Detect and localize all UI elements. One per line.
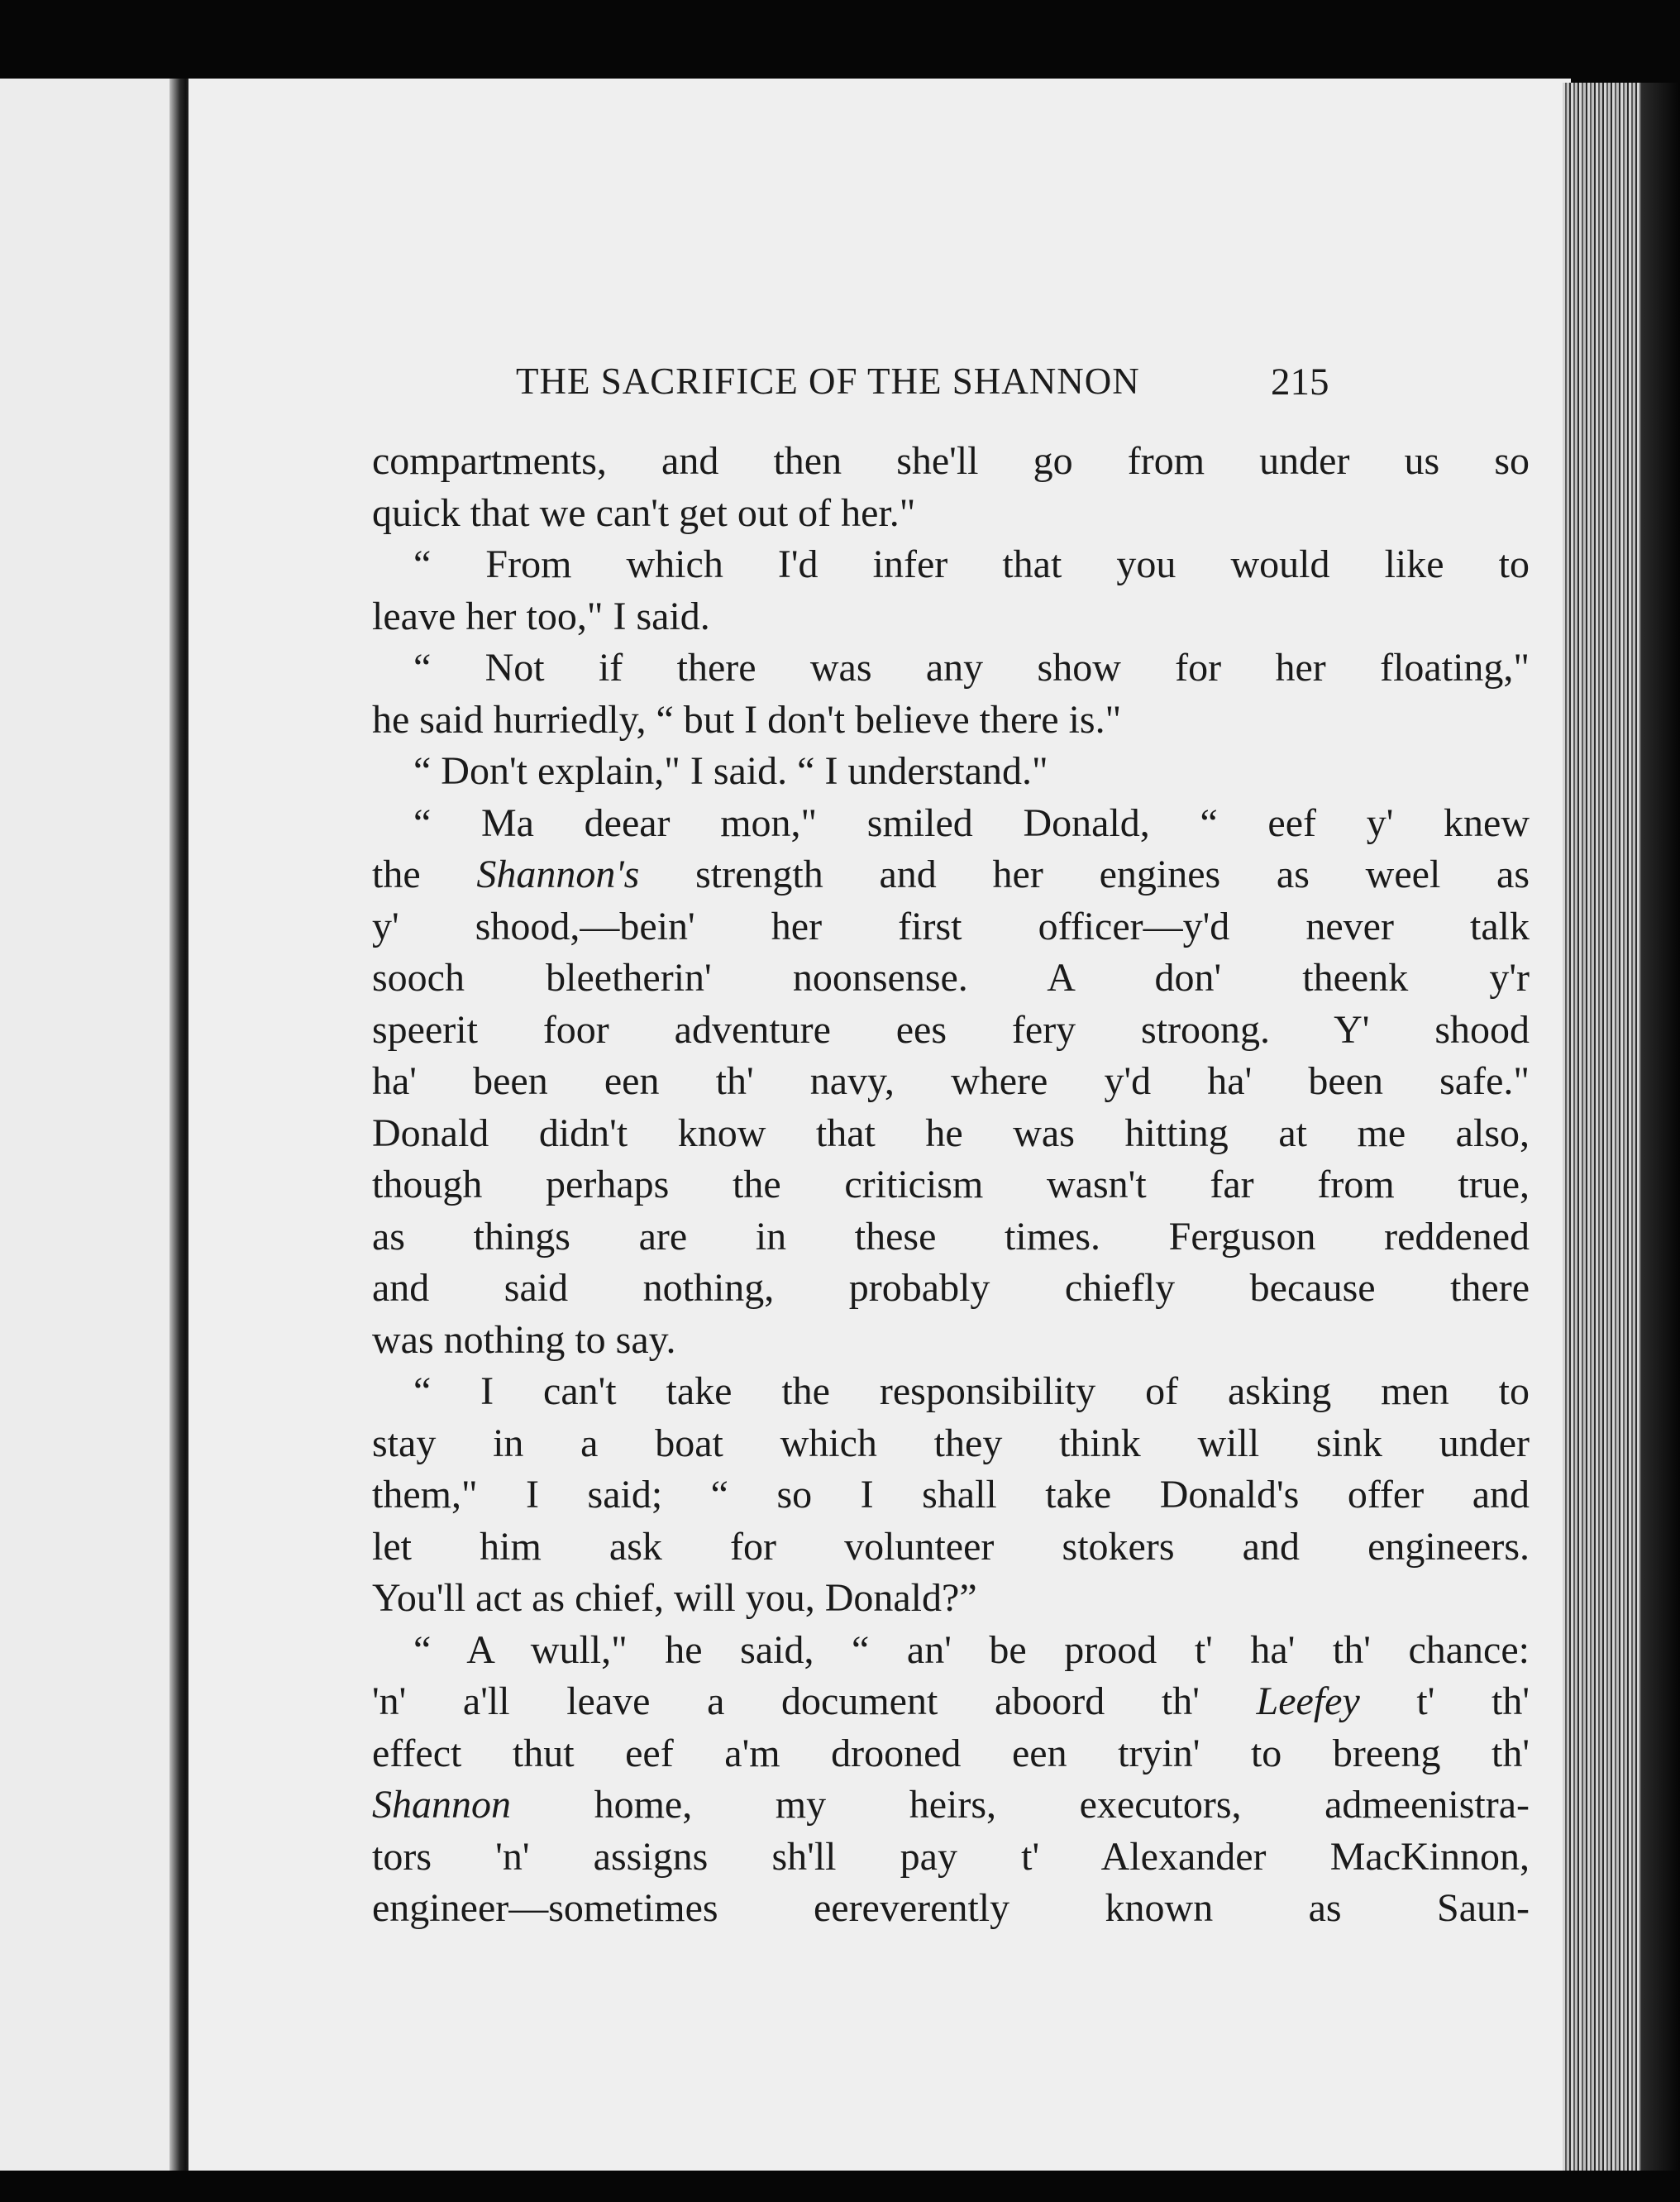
facing-page [0, 79, 186, 2171]
text-line [372, 901, 1530, 953]
running-title: THE SACRIFICE OF THE SHANNON [516, 361, 1140, 402]
page-number: 215 [1271, 361, 1329, 404]
text-line [372, 1211, 1530, 1263]
page-header [189, 360, 1571, 418]
italic-text: Shannon's [476, 853, 640, 896]
text-line [372, 1418, 1530, 1470]
text-line [372, 436, 1530, 488]
text-line [372, 1676, 1530, 1728]
text-segment: quick that we can't get out of her." [372, 490, 916, 535]
text-line [372, 695, 1530, 747]
text-line [372, 488, 1530, 540]
text-segment: them," I said; “ so I shall take Donald's offer and [372, 1473, 1530, 1517]
text-line [372, 539, 1530, 591]
text-segment: “ Ma deear mon," smiled Donald, “ eef y' knew [413, 800, 1530, 845]
text-line [372, 1366, 1530, 1418]
text-segment: 'n' a'll leave a document aboord th' [372, 1679, 1257, 1723]
text-segment: leave her too," I said. [372, 594, 710, 638]
text-line [372, 1108, 1530, 1160]
text-line [372, 1883, 1530, 1935]
text-line [372, 849, 1530, 901]
text-segment: engineer—sometimes eereverently known as Saun- [372, 1886, 1530, 1930]
page-edges [1563, 83, 1645, 2171]
text-segment: “ A wull," he said, “ an' be prood t' ha' th' chance: [413, 1627, 1530, 1672]
text-line [372, 953, 1530, 1005]
text-line [372, 1625, 1530, 1677]
text-line [372, 591, 1530, 643]
text-line [372, 642, 1530, 695]
text-line [372, 1779, 1530, 1832]
text-segment: sooch bleetherin' noonsense. A don' theenk y'r [372, 956, 1530, 1000]
italic-text: Leefey [1256, 1679, 1360, 1723]
text-line [372, 798, 1530, 850]
text-line [372, 1832, 1530, 1884]
text-segment: he said hurriedly, “ but I don't believe there is." [372, 697, 1122, 742]
text-segment: ha' been een th' navy, where y'd ha' been safe." [372, 1059, 1530, 1103]
text-segment: t' th' [1359, 1679, 1530, 1723]
text-segment: compartments, and then she'll go from under us so [372, 439, 1530, 483]
text-line [372, 1469, 1530, 1521]
text-segment: the [372, 853, 477, 896]
text-line [372, 746, 1530, 798]
text-segment: stay in a boat which they think will sink under [372, 1421, 1530, 1465]
scan-border [1641, 83, 1680, 2171]
text-segment: strength and her engines as weel as [639, 853, 1530, 896]
text-segment: “ Don't explain," I said. “ I understand." [413, 749, 1048, 793]
text-line [372, 1573, 1530, 1625]
text-line [372, 1263, 1530, 1315]
text-segment: “ From which I'd infer that you would like to [413, 542, 1530, 586]
text-segment: “ Not if there was any show for her floating," [413, 646, 1530, 690]
text-segment: was nothing to say. [372, 1317, 676, 1362]
text-segment: tors 'n' assigns sh'll pay t' Alexander MacKinnon, [372, 1834, 1530, 1879]
text-segment: “ I can't take the responsibility of asking men to [413, 1369, 1530, 1413]
text-line [372, 1315, 1530, 1367]
text-segment: You'll act as chief, will you, Donald?” [372, 1576, 977, 1620]
text-line [372, 1159, 1530, 1211]
text-segment: Donald didn't know that he was hitting at me also, [372, 1111, 1530, 1155]
body-text [372, 436, 1530, 1935]
book-page [189, 79, 1571, 2171]
text-segment: as things are in these times. Ferguson reddened [372, 1214, 1530, 1259]
text-segment: and said nothing, probably chiefly because there [372, 1266, 1530, 1310]
text-line [372, 1056, 1530, 1108]
text-segment: let him ask for volunteer stokers and engineers. [372, 1524, 1530, 1569]
italic-text: Shannon [372, 1783, 511, 1827]
text-segment: speerit foor adventure ees fery stroong. Y' shood [372, 1007, 1530, 1052]
text-segment: effect thut eef a'm drooned een tryin' to breeng th' [372, 1731, 1530, 1775]
text-line [372, 1728, 1530, 1780]
text-segment: home, my heirs, executors, admeenistra- [511, 1783, 1530, 1827]
text-line [372, 1005, 1530, 1057]
text-segment: y' shood,—bein' her first officer—y'd never talk [372, 904, 1530, 948]
text-segment: though perhaps the criticism wasn't far from true, [372, 1163, 1530, 1206]
text-line [372, 1521, 1530, 1574]
